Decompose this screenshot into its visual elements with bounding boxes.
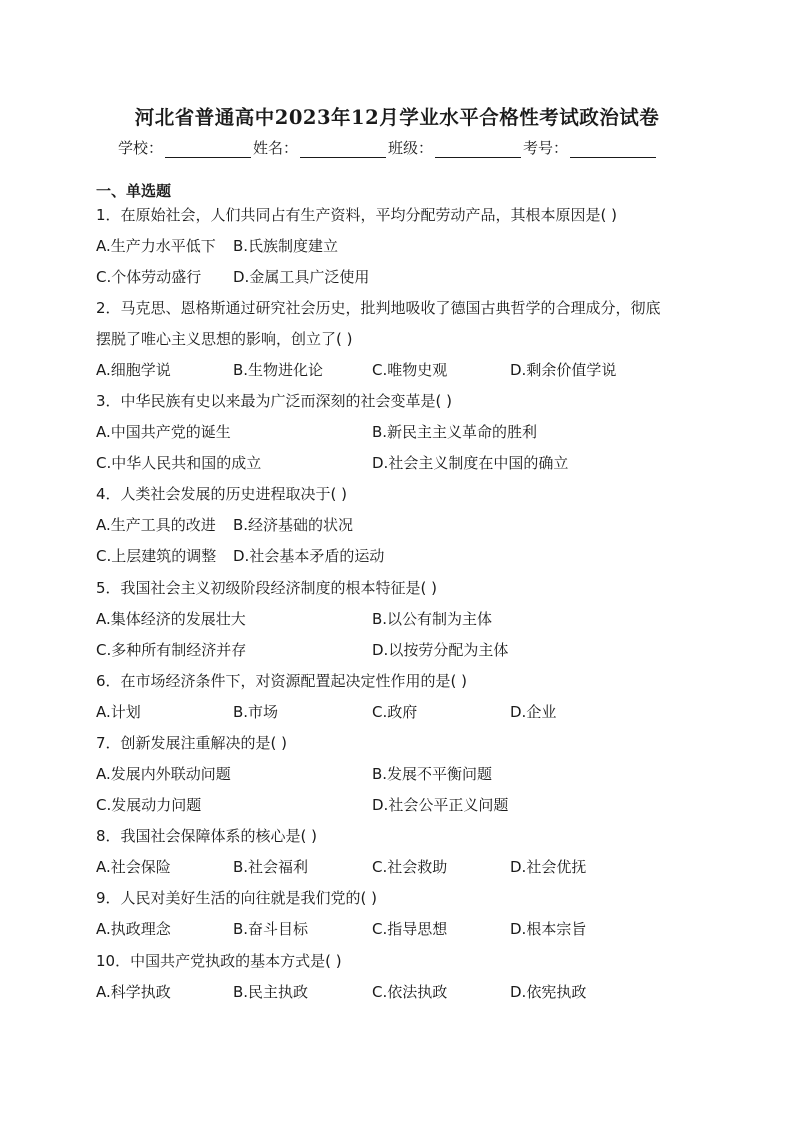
question-7-stem: 7．创新发展注重解决的是( ) [96,734,288,752]
option-b: B.氏族制度建立 [233,237,339,255]
school-label: 学校： [118,139,164,157]
option-a: A.生产力水平低下 [96,237,216,255]
option-c: C.依法执政 [372,983,448,1001]
option-d: D.依宪执政 [510,983,587,1001]
option-a: A.集体经济的发展壮大 [96,610,246,628]
class-label: 班级： [388,139,434,157]
question-3-stem: 3．中华民族有史以来最为广泛而深刻的社会变革是( ) [96,392,453,410]
name-blank [300,141,386,158]
question-4-stem: 4．人类社会发展的历史进程取决于( ) [96,485,348,503]
option-b: B.民主执政 [233,983,309,1001]
option-d: D.企业 [510,703,557,721]
option-a: A.社会保险 [96,858,171,876]
exam-title: 河北省普通高中2023年12月学业水平合格性考试政治试卷 [134,106,660,129]
school-blank [165,141,251,158]
option-a: A.发展内外联动问题 [96,765,231,783]
question-8-stem: 8．我国社会保障体系的核心是( ) [96,827,318,845]
option-b: B.市场 [233,703,279,721]
option-c: C.唯物史观 [372,361,448,379]
class-blank [435,141,521,158]
question-2-stem-continued: 摆脱了唯心主义思想的影响，创立了( ) [96,330,353,348]
option-a: A.执政理念 [96,920,171,938]
option-a: A.计划 [96,703,141,721]
option-b: B.社会福利 [233,858,309,876]
option-c: C.发展动力问题 [96,796,202,814]
option-b: B.新民主主义革命的胜利 [372,423,538,441]
option-b: B.经济基础的状况 [233,516,354,534]
option-d: D.社会主义制度在中国的确立 [372,454,569,472]
option-c: C.指导思想 [372,920,448,938]
question-2-stem: 2．马克思、恩格斯通过研究社会历史，批判地吸收了德国古典哲学的合理成分，彻底 [96,299,661,317]
option-d: D.剩余价值学说 [510,361,617,379]
question-5-stem: 5．我国社会主义初级阶段经济制度的根本特征是( ) [96,579,438,597]
option-d: D.社会优抚 [510,858,587,876]
option-b: B.以公有制为主体 [372,610,493,628]
question-9-stem: 9．人民对美好生活的向往就是我们党的( ) [96,889,378,907]
option-c: C.上层建筑的调整 [96,547,217,565]
exam-number-blank [570,141,656,158]
option-a: A.科学执政 [96,983,171,1001]
option-d: D.金属工具广泛使用 [233,268,370,286]
option-c: C.政府 [372,703,418,721]
option-d: D.社会基本矛盾的运动 [233,547,385,565]
option-d: D.根本宗旨 [510,920,587,938]
section-heading: 一、单选题 [96,182,172,200]
option-d: D.以按劳分配为主体 [372,641,509,659]
question-10-stem: 10．中国共产党执政的基本方式是( ) [96,952,342,970]
name-label: 姓名： [253,139,299,157]
option-b: B.生物进化论 [233,361,324,379]
option-c: C.社会救助 [372,858,448,876]
option-b: B.奋斗目标 [233,920,309,938]
question-6-stem: 6．在市场经济条件下，对资源配置起决定性作用的是( ) [96,672,468,690]
option-d: D.社会公平正义问题 [372,796,509,814]
question-1-stem: 1．在原始社会，人们共同占有生产资料，平均分配劳动产品，其根本原因是( ) [96,206,618,224]
option-a: A.生产工具的改进 [96,516,216,534]
exam-number-label: 考号： [523,139,569,157]
option-c: C.中华人民共和国的成立 [96,454,262,472]
option-c: C.多种所有制经济并存 [96,641,247,659]
option-c: C.个体劳动盛行 [96,268,202,286]
student-info-row [118,136,658,158]
option-a: A.中国共产党的诞生 [96,423,231,441]
option-b: B.发展不平衡问题 [372,765,493,783]
option-a: A.细胞学说 [96,361,171,379]
